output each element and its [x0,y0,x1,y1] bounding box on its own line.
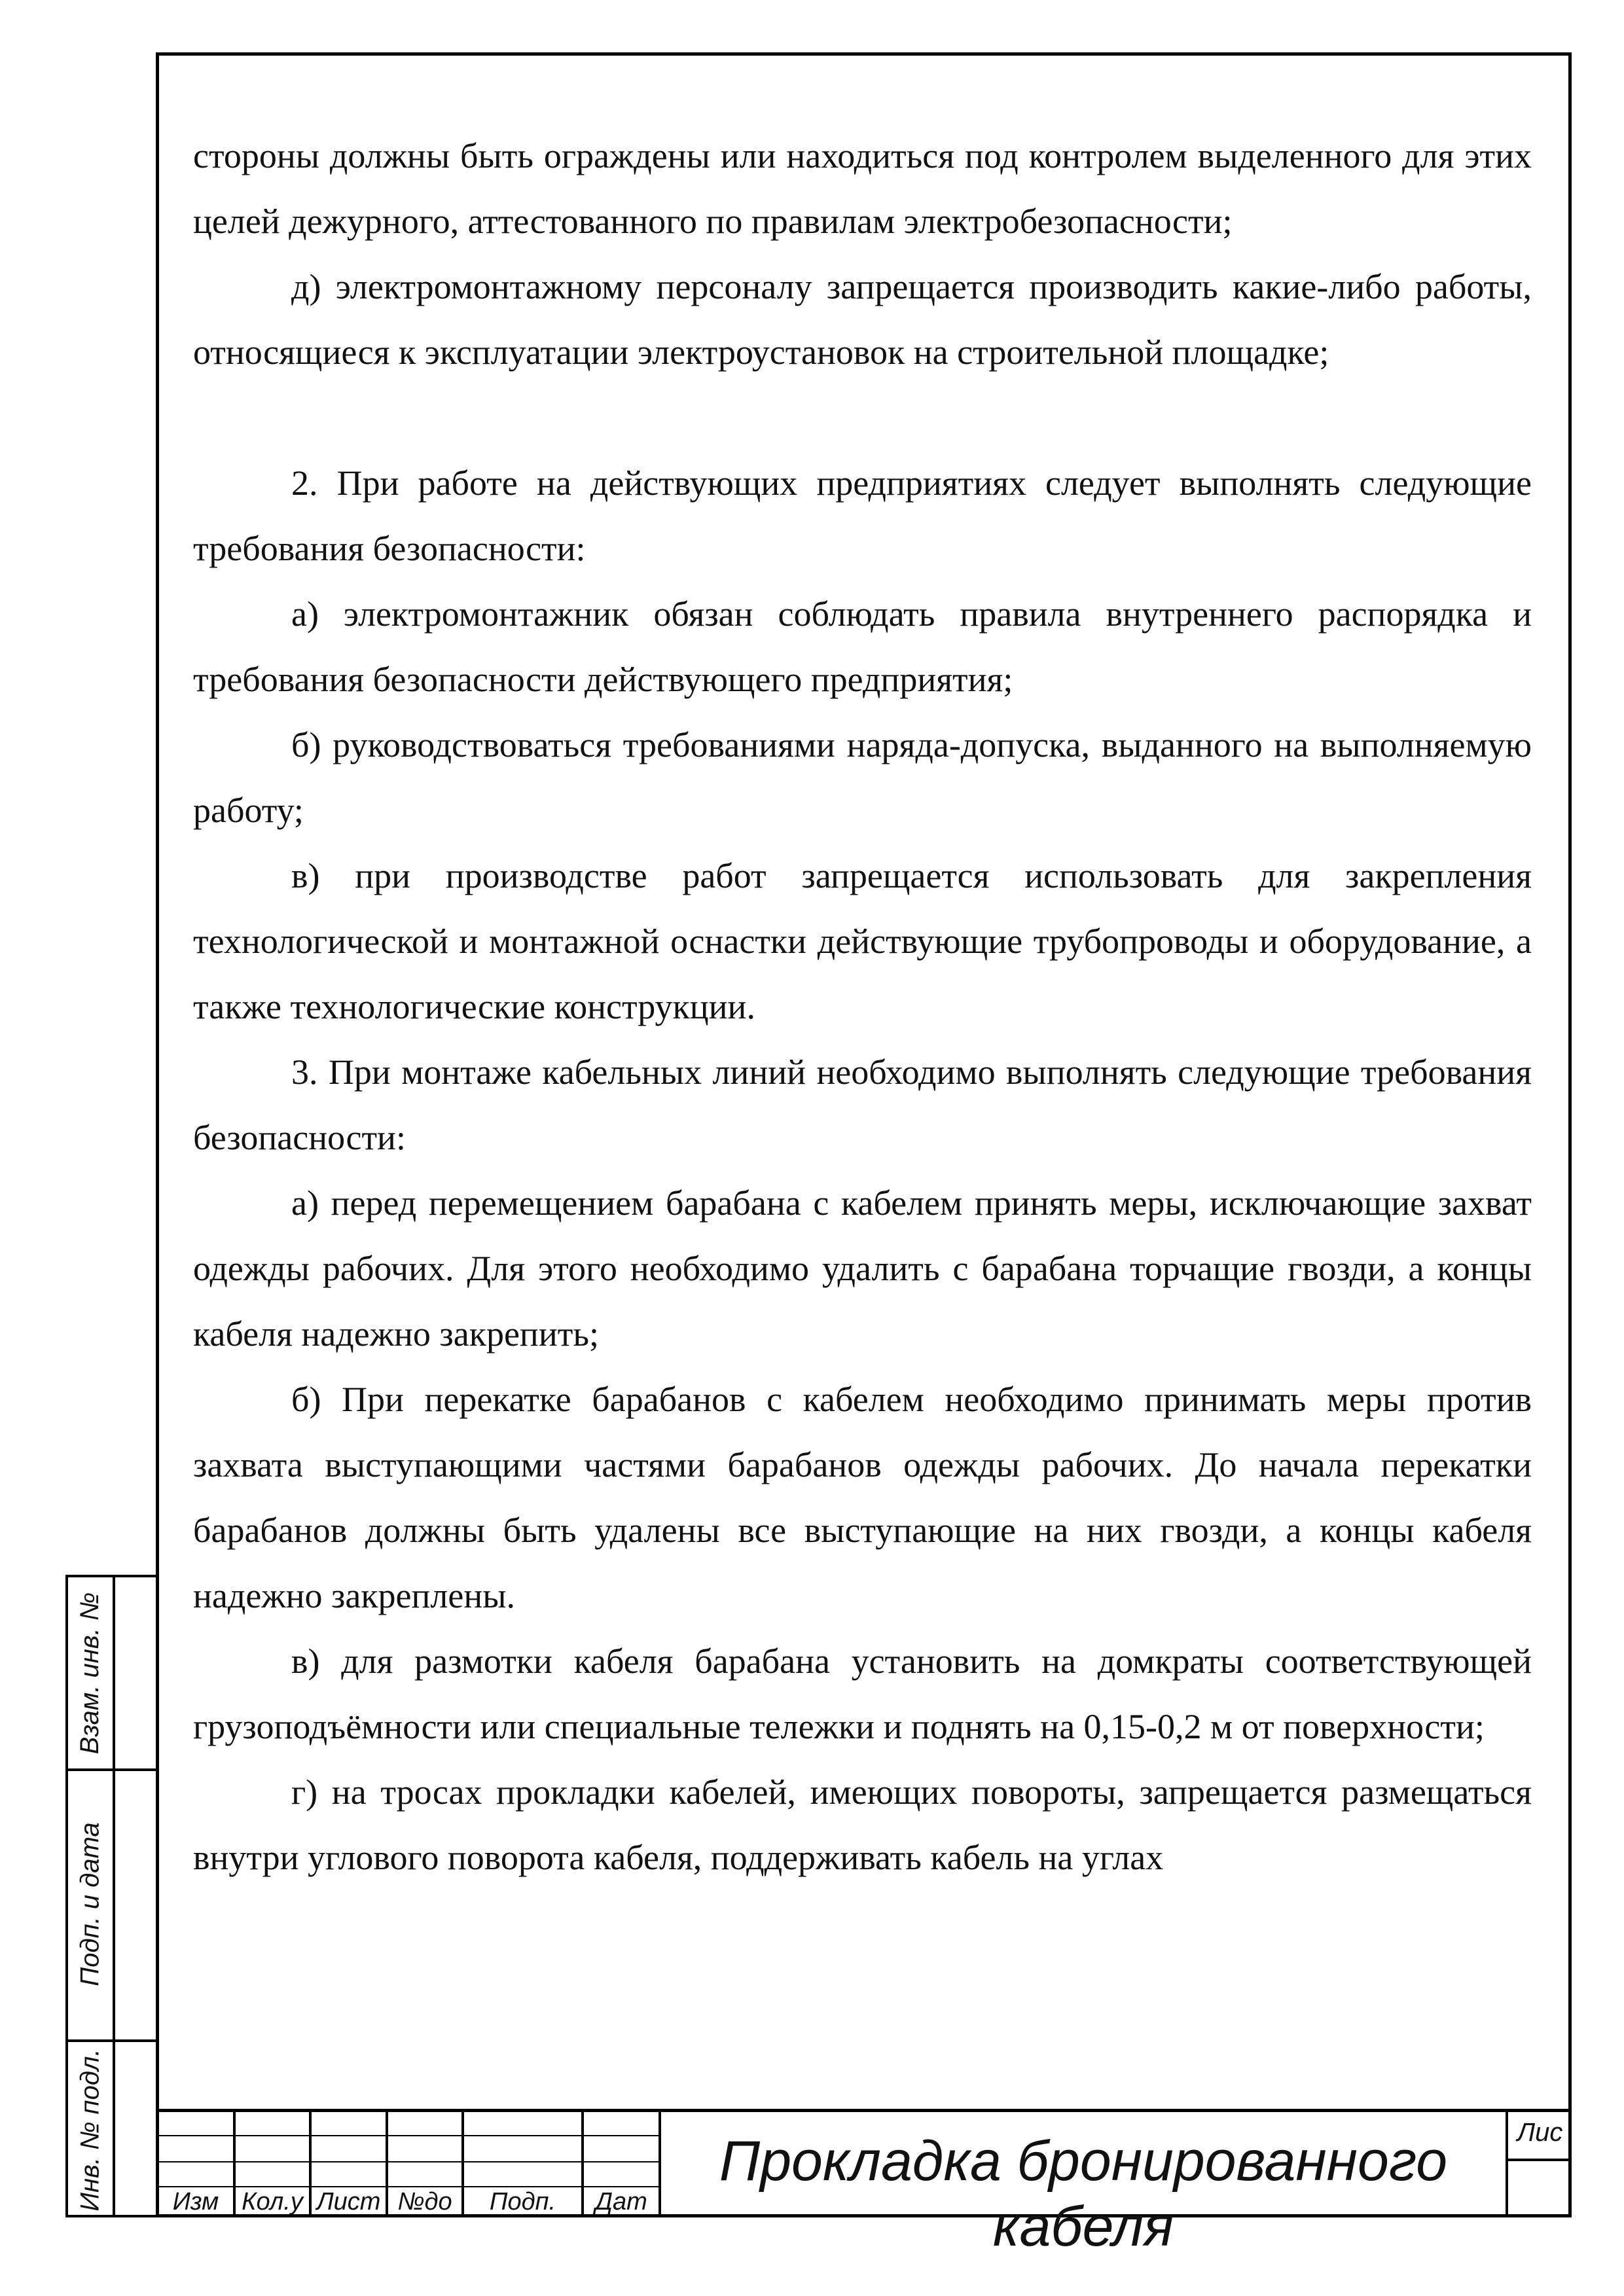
vzam-inv-label: Взам. инв. № [75,1592,105,1754]
stamp-cell-inv-podl [68,2039,113,2220]
stamp-cell-podp-data [68,1768,113,2039]
paragraph: а) электромонтажник обязан соблюдать правила внутреннего распорядка и требования безопасности действующего предприятия; [193,594,1532,699]
col-kol-uch: Кол.у [242,2188,303,2215]
paragraph: 2. При работе на действующих предприятиях следует выполнять следующие требования безопасности: [193,463,1532,568]
paragraph: а) перед перемещением барабана с кабелем принять меры, исключающие захват одежды рабочих. Для этого необходимо удалить с барабана торчащие гвозди, а концы кабеля надежно закрепить; [193,1183,1532,1354]
paragraph: в) при производстве работ запрещается использовать для закрепления технологической и монтажной оснастки действующие трубопроводы и оборудование, а также технологические конструкции. [193,856,1532,1026]
paragraph: б) руководствоваться требованиями наряда-допуска, выданного на выполняемую работу; [193,725,1532,830]
stamp-cell-vzam-inv [68,1577,113,1768]
col-list: Лист [316,2188,381,2215]
body-text [193,123,1532,1890]
paragraph: 3. При монтаже кабельных линий необходимо выполнять следующие требования безопасности: [193,1052,1532,1157]
col-ndoc: №до [397,2188,452,2215]
paragraph: г) на тросах прокладки кабелей, имеющих повороты, запрещается размещаться внутри углового поворота кабеля, поддерживать кабель на углах [193,1772,1532,1877]
document-title: Прокладка бронированного кабеля [719,2130,1448,2258]
paragraph: стороны должны быть ограждены или находиться под контролем выделенного для этих целей дежурного, аттестованного по правилам электробезопасности; [193,136,1532,241]
sheet-label: Лис [1517,2118,1563,2147]
title-block [156,2109,1572,2258]
blank-line [193,385,1532,450]
paragraph: д) электромонтажному персоналу запрещается производить какие-либо работы, относящиеся к эксплуатации электроустановок на строительной площадке; [193,267,1532,372]
col-izm: Изм [172,2188,219,2215]
podp-data-label: Подп. и дата [75,1821,105,1986]
side-stamp [65,1575,156,2217]
inv-podl-label: Инв. № подл. [75,2048,105,2212]
paragraph: в) для размотки кабеля барабана установить на домкраты соответствующей грузоподъёмности или специальные тележки и поднять на 0,15-0,2 м от поверхности; [193,1641,1532,1746]
col-podp: Подп. [489,2188,556,2215]
col-date: Дат [595,2188,647,2215]
paragraph: б) При перекатке барабанов с кабелем необходимо принимать меры против захвата выступающими частями барабанов одежды рабочих. До начала перекатки барабанов должны быть удалены все выступающие на них гвозди, а концы кабеля надежно закреплены. [193,1380,1532,1615]
